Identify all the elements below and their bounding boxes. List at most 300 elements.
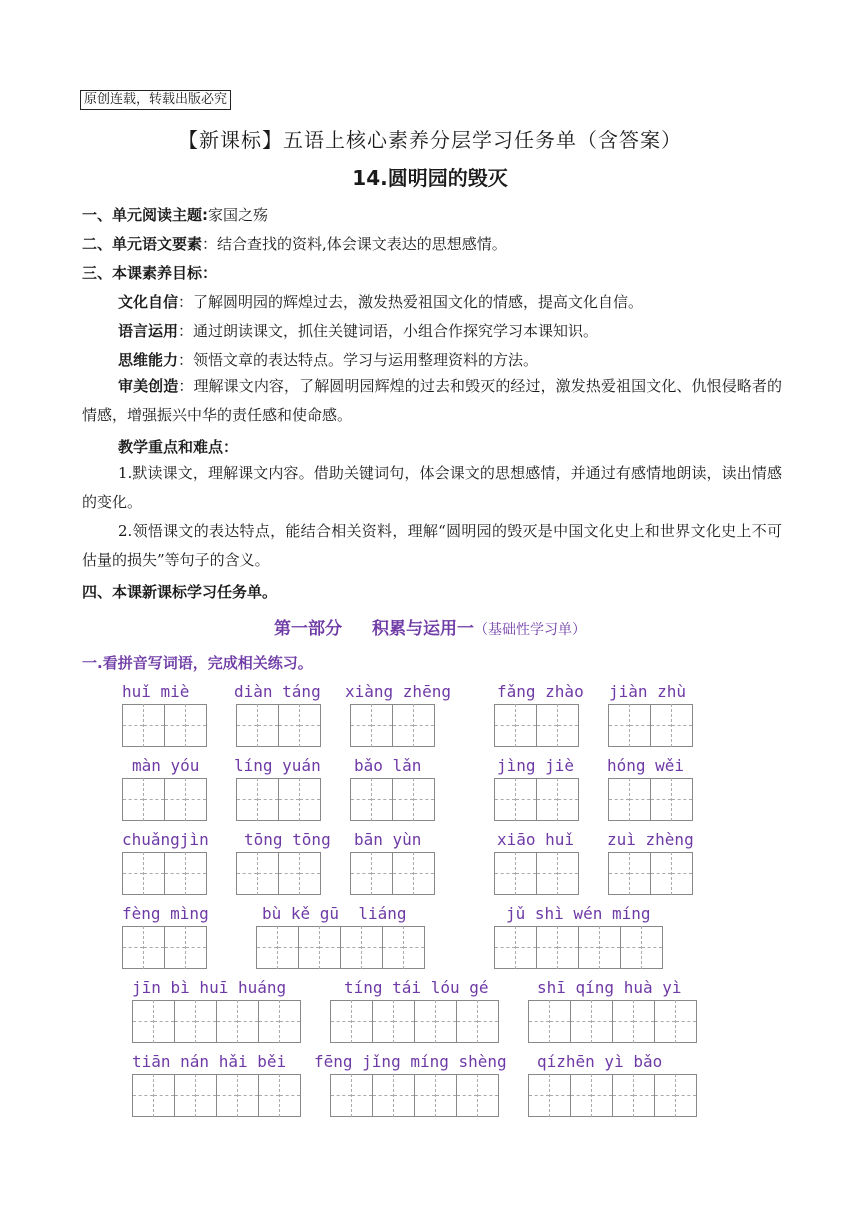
grid-cell[interactable] bbox=[165, 726, 185, 747]
grid-cell[interactable] bbox=[651, 726, 671, 747]
grid-cell[interactable] bbox=[237, 726, 257, 747]
grid-cell[interactable] bbox=[279, 726, 299, 747]
grid-cell[interactable] bbox=[123, 852, 143, 874]
writing-grid[interactable] bbox=[608, 704, 693, 747]
writing-grid[interactable] bbox=[132, 1074, 301, 1117]
grid-cell[interactable] bbox=[278, 926, 298, 948]
grid-cell[interactable] bbox=[133, 1096, 153, 1117]
grid-cell[interactable] bbox=[651, 778, 671, 800]
pinyin-label: bù kě gū liáng bbox=[262, 904, 407, 923]
grid-cell[interactable] bbox=[258, 874, 278, 895]
grid-cell[interactable] bbox=[516, 726, 536, 747]
grid-cell[interactable] bbox=[592, 1000, 612, 1022]
grid-cell[interactable] bbox=[672, 852, 692, 874]
grid-cell[interactable] bbox=[351, 874, 371, 895]
grid-cell[interactable] bbox=[258, 704, 278, 726]
grid-cell[interactable] bbox=[516, 852, 536, 874]
grid-cell[interactable] bbox=[351, 852, 371, 874]
grid-cell[interactable] bbox=[123, 948, 143, 969]
grid-cell[interactable] bbox=[672, 874, 692, 895]
grid-cell[interactable] bbox=[258, 778, 278, 800]
grid-cell[interactable] bbox=[351, 704, 371, 726]
grid-cell[interactable] bbox=[279, 778, 299, 800]
grid-cell[interactable] bbox=[571, 1022, 591, 1043]
grid-cell[interactable] bbox=[144, 704, 164, 726]
grid-cell[interactable] bbox=[165, 704, 185, 726]
grid-cell[interactable] bbox=[529, 1074, 549, 1096]
grid-cell[interactable] bbox=[592, 1074, 612, 1096]
grid-cell[interactable] bbox=[186, 874, 206, 895]
grid-cell[interactable] bbox=[537, 800, 557, 821]
grid-cell[interactable] bbox=[415, 1022, 435, 1043]
grid-cell[interactable] bbox=[579, 948, 599, 969]
grid-cell[interactable] bbox=[621, 926, 641, 948]
grid-cell[interactable] bbox=[651, 800, 671, 821]
grid-cell[interactable] bbox=[478, 1074, 498, 1096]
section-2-text: ：结合查找的资料,体会课文表达的思想感情。 bbox=[202, 235, 507, 253]
grid-cell[interactable] bbox=[414, 704, 434, 726]
grid-cell[interactable] bbox=[186, 726, 206, 747]
grid-cell[interactable] bbox=[600, 948, 620, 969]
grid-cell[interactable] bbox=[634, 1022, 654, 1043]
grid-cell[interactable] bbox=[676, 1022, 696, 1043]
grid-cell[interactable] bbox=[165, 800, 185, 821]
grid-cell[interactable] bbox=[175, 1096, 195, 1117]
grid-cell[interactable] bbox=[414, 852, 434, 874]
grid-cell[interactable] bbox=[300, 778, 320, 800]
grid-cell[interactable] bbox=[394, 1000, 414, 1022]
grid-cell[interactable] bbox=[280, 1000, 300, 1022]
grid-cell[interactable] bbox=[258, 852, 278, 874]
grid-cell[interactable] bbox=[144, 948, 164, 969]
grid-cell[interactable] bbox=[630, 726, 650, 747]
grid-cell[interactable] bbox=[630, 778, 650, 800]
grid-cell[interactable] bbox=[373, 1022, 393, 1043]
grid-cell[interactable] bbox=[154, 1022, 174, 1043]
grid-cell[interactable] bbox=[259, 1096, 279, 1117]
grid-cell[interactable] bbox=[558, 800, 578, 821]
grid-cell[interactable] bbox=[414, 726, 434, 747]
grid-cell[interactable] bbox=[672, 726, 692, 747]
grid-cell[interactable] bbox=[258, 726, 278, 747]
grid-cell[interactable] bbox=[613, 1096, 633, 1117]
grid-cell[interactable] bbox=[320, 926, 340, 948]
section-2 bbox=[82, 233, 782, 255]
writing-grid[interactable] bbox=[122, 852, 207, 895]
grid-cell[interactable] bbox=[278, 948, 298, 969]
grid-cell[interactable] bbox=[394, 1022, 414, 1043]
grid-cell[interactable] bbox=[609, 800, 629, 821]
grid-cell[interactable] bbox=[372, 704, 392, 726]
grid-cell[interactable] bbox=[537, 948, 557, 969]
grid-cell[interactable] bbox=[529, 1096, 549, 1117]
grid-cell[interactable] bbox=[404, 926, 424, 948]
grid-cell[interactable] bbox=[362, 948, 382, 969]
writing-grid[interactable] bbox=[528, 1074, 697, 1117]
grid-cell[interactable] bbox=[613, 1000, 633, 1022]
writing-grid[interactable] bbox=[236, 778, 321, 821]
grid-cell[interactable] bbox=[600, 926, 620, 948]
grid-cell[interactable] bbox=[165, 874, 185, 895]
writing-grid[interactable] bbox=[122, 778, 207, 821]
grid-cell[interactable] bbox=[436, 1074, 456, 1096]
grid-cell[interactable] bbox=[237, 778, 257, 800]
grid-cell[interactable] bbox=[558, 948, 578, 969]
grid-cell[interactable] bbox=[642, 926, 662, 948]
grid-cell[interactable] bbox=[300, 726, 320, 747]
grid-cell[interactable] bbox=[351, 778, 371, 800]
writing-grid[interactable] bbox=[330, 1074, 499, 1117]
grid-cell[interactable] bbox=[415, 1000, 435, 1022]
grid-cell[interactable] bbox=[258, 800, 278, 821]
grid-cell[interactable] bbox=[550, 1000, 570, 1022]
pinyin-label: tíng tái lóu gé bbox=[344, 978, 489, 997]
grid-cell[interactable] bbox=[516, 778, 536, 800]
grid-cell[interactable] bbox=[571, 1000, 591, 1022]
grid-cell[interactable] bbox=[529, 1022, 549, 1043]
grid-cell[interactable] bbox=[154, 1096, 174, 1117]
grid-cell[interactable] bbox=[457, 1096, 477, 1117]
writing-grid[interactable] bbox=[330, 1000, 499, 1043]
key-points-label: 教学重点和难点： bbox=[118, 438, 239, 456]
grid-cell[interactable] bbox=[672, 778, 692, 800]
writing-grid[interactable] bbox=[528, 1000, 697, 1043]
grid-cell[interactable] bbox=[144, 800, 164, 821]
grid-cell[interactable] bbox=[352, 1096, 372, 1117]
grid-cell[interactable] bbox=[372, 874, 392, 895]
grid-cell[interactable] bbox=[495, 926, 515, 948]
writing-grid[interactable] bbox=[494, 778, 579, 821]
grid-cell[interactable] bbox=[495, 800, 515, 821]
grid-cell[interactable] bbox=[529, 1000, 549, 1022]
pinyin-label: jīn bì huī huáng bbox=[132, 978, 287, 997]
grid-cell[interactable] bbox=[558, 874, 578, 895]
grid-cell[interactable] bbox=[280, 1096, 300, 1117]
grid-cell[interactable] bbox=[196, 1022, 216, 1043]
grid-cell[interactable] bbox=[634, 1096, 654, 1117]
grid-cell[interactable] bbox=[571, 1096, 591, 1117]
grid-cell[interactable] bbox=[415, 1074, 435, 1096]
pinyin-label: bǎo lǎn bbox=[354, 756, 422, 775]
grid-cell[interactable] bbox=[558, 926, 578, 948]
grid-cell[interactable] bbox=[341, 948, 361, 969]
grid-cell[interactable] bbox=[394, 1074, 414, 1096]
grid-cell[interactable] bbox=[592, 1022, 612, 1043]
grid-cell[interactable] bbox=[609, 874, 629, 895]
grid-cell[interactable] bbox=[238, 1074, 258, 1096]
grid-cell[interactable] bbox=[457, 1000, 477, 1022]
writing-grid[interactable] bbox=[122, 926, 207, 969]
grid-cell[interactable] bbox=[257, 926, 277, 948]
grid-cell[interactable] bbox=[373, 1074, 393, 1096]
grid-cell[interactable] bbox=[279, 852, 299, 874]
grid-cell[interactable] bbox=[123, 726, 143, 747]
grid-cell[interactable] bbox=[537, 874, 557, 895]
writing-grid[interactable] bbox=[236, 704, 321, 747]
grid-cell[interactable] bbox=[592, 1096, 612, 1117]
grid-cell[interactable] bbox=[331, 1096, 351, 1117]
grid-cell[interactable] bbox=[414, 874, 434, 895]
grid-cell[interactable] bbox=[331, 1022, 351, 1043]
writing-grid[interactable] bbox=[494, 926, 663, 969]
grid-cell[interactable] bbox=[495, 778, 515, 800]
grid-cell[interactable] bbox=[373, 1000, 393, 1022]
grid-cell[interactable] bbox=[300, 874, 320, 895]
grid-cell[interactable] bbox=[186, 948, 206, 969]
grid-cell[interactable] bbox=[133, 1000, 153, 1022]
part-title: 积累与运用一 bbox=[372, 619, 474, 639]
grid-cell[interactable] bbox=[123, 800, 143, 821]
grid-cell[interactable] bbox=[300, 704, 320, 726]
grid-cell[interactable] bbox=[154, 1000, 174, 1022]
grid-cell[interactable] bbox=[516, 948, 536, 969]
grid-cell[interactable] bbox=[537, 926, 557, 948]
writing-grid[interactable] bbox=[350, 852, 435, 895]
grid-cell[interactable] bbox=[621, 948, 641, 969]
grid-cell[interactable] bbox=[237, 874, 257, 895]
grid-cell[interactable] bbox=[537, 852, 557, 874]
grid-cell[interactable] bbox=[217, 1074, 237, 1096]
grid-cell[interactable] bbox=[404, 948, 424, 969]
writing-grid[interactable] bbox=[494, 704, 579, 747]
grid-cell[interactable] bbox=[613, 1022, 633, 1043]
grid-cell[interactable] bbox=[478, 1022, 498, 1043]
grid-cell[interactable] bbox=[123, 704, 143, 726]
part-name: 第一部分 bbox=[274, 619, 342, 639]
grid-cell[interactable] bbox=[383, 948, 403, 969]
grid-cell[interactable] bbox=[351, 800, 371, 821]
grid-cell[interactable] bbox=[165, 926, 185, 948]
pinyin-label: bān yùn bbox=[354, 830, 422, 849]
pinyin-label: shī qíng huà yì bbox=[537, 978, 682, 997]
grid-cell[interactable] bbox=[257, 948, 277, 969]
grid-cell[interactable] bbox=[436, 1022, 456, 1043]
grid-cell[interactable] bbox=[414, 800, 434, 821]
writing-grid[interactable] bbox=[350, 778, 435, 821]
grid-cell[interactable] bbox=[186, 926, 206, 948]
grid-cell[interactable] bbox=[495, 852, 515, 874]
grid-cell[interactable] bbox=[630, 852, 650, 874]
grid-cell[interactable] bbox=[175, 1000, 195, 1022]
grid-cell[interactable] bbox=[280, 1022, 300, 1043]
grid-cell[interactable] bbox=[352, 1074, 372, 1096]
grid-cell[interactable] bbox=[609, 726, 629, 747]
goal-aesthetics bbox=[82, 372, 782, 430]
grid-cell[interactable] bbox=[655, 1074, 675, 1096]
grid-cell[interactable] bbox=[300, 800, 320, 821]
goal-label: 思维能力 bbox=[118, 351, 179, 369]
writing-grid[interactable] bbox=[608, 852, 693, 895]
grid-cell[interactable] bbox=[415, 1096, 435, 1117]
grid-cell[interactable] bbox=[196, 1000, 216, 1022]
writing-grid[interactable] bbox=[132, 1000, 301, 1043]
grid-cell[interactable] bbox=[571, 1074, 591, 1096]
grid-cell[interactable] bbox=[550, 1022, 570, 1043]
grid-cell[interactable] bbox=[457, 1074, 477, 1096]
grid-cell[interactable] bbox=[393, 726, 413, 747]
grid-cell[interactable] bbox=[372, 778, 392, 800]
grid-cell[interactable] bbox=[495, 726, 515, 747]
grid-cell[interactable] bbox=[175, 1074, 195, 1096]
grid-cell[interactable] bbox=[238, 1022, 258, 1043]
grid-cell[interactable] bbox=[655, 1096, 675, 1117]
grid-cell[interactable] bbox=[609, 778, 629, 800]
grid-cell[interactable] bbox=[478, 1096, 498, 1117]
grid-cell[interactable] bbox=[279, 800, 299, 821]
grid-cell[interactable] bbox=[676, 1096, 696, 1117]
pinyin-label: jiàn zhù bbox=[609, 682, 687, 701]
grid-cell[interactable] bbox=[651, 874, 671, 895]
lesson-title: 14.圆明园的毁灭 bbox=[352, 166, 508, 190]
grid-cell[interactable] bbox=[144, 852, 164, 874]
grid-cell[interactable] bbox=[630, 800, 650, 821]
grid-cell[interactable] bbox=[154, 1074, 174, 1096]
grid-cell[interactable] bbox=[495, 874, 515, 895]
grid-cell[interactable] bbox=[144, 726, 164, 747]
grid-cell[interactable] bbox=[372, 726, 392, 747]
grid-cell[interactable] bbox=[320, 948, 340, 969]
grid-cell[interactable] bbox=[516, 704, 536, 726]
grid-cell[interactable] bbox=[516, 926, 536, 948]
grid-cell[interactable] bbox=[457, 1022, 477, 1043]
grid-cell[interactable] bbox=[550, 1096, 570, 1117]
grid-cell[interactable] bbox=[351, 726, 371, 747]
pinyin-label: chuǎngjìn bbox=[122, 830, 209, 849]
grid-cell[interactable] bbox=[393, 852, 413, 874]
section-1-label: 一、单元阅读主题: bbox=[82, 206, 208, 224]
grid-cell[interactable] bbox=[383, 926, 403, 948]
grid-cell[interactable] bbox=[165, 852, 185, 874]
grid-cell[interactable] bbox=[537, 726, 557, 747]
grid-cell[interactable] bbox=[393, 874, 413, 895]
grid-cell[interactable] bbox=[259, 1000, 279, 1022]
grid-cell[interactable] bbox=[655, 1022, 675, 1043]
grid-cell[interactable] bbox=[165, 778, 185, 800]
grid-cell[interactable] bbox=[237, 852, 257, 874]
grid-cell[interactable] bbox=[495, 948, 515, 969]
grid-cell[interactable] bbox=[579, 926, 599, 948]
grid-cell[interactable] bbox=[630, 874, 650, 895]
grid-cell[interactable] bbox=[123, 874, 143, 895]
grid-cell[interactable] bbox=[495, 704, 515, 726]
grid-cell[interactable] bbox=[196, 1074, 216, 1096]
writing-grid[interactable] bbox=[236, 852, 321, 895]
grid-cell[interactable] bbox=[279, 704, 299, 726]
grid-cell[interactable] bbox=[676, 1074, 696, 1096]
grid-cell[interactable] bbox=[331, 1074, 351, 1096]
grid-cell[interactable] bbox=[133, 1022, 153, 1043]
grid-cell[interactable] bbox=[217, 1096, 237, 1117]
writing-grid[interactable] bbox=[350, 704, 435, 747]
grid-cell[interactable] bbox=[144, 874, 164, 895]
grid-cell[interactable] bbox=[300, 852, 320, 874]
grid-cell[interactable] bbox=[362, 926, 382, 948]
writing-grid[interactable] bbox=[122, 704, 207, 747]
grid-cell[interactable] bbox=[516, 874, 536, 895]
grid-cell[interactable] bbox=[393, 778, 413, 800]
grid-cell[interactable] bbox=[299, 948, 319, 969]
grid-cell[interactable] bbox=[144, 926, 164, 948]
grid-cell[interactable] bbox=[373, 1096, 393, 1117]
grid-cell[interactable] bbox=[676, 1000, 696, 1022]
grid-cell[interactable] bbox=[123, 778, 143, 800]
grid-cell[interactable] bbox=[144, 778, 164, 800]
grid-cell[interactable] bbox=[280, 1074, 300, 1096]
grid-cell[interactable] bbox=[196, 1096, 216, 1117]
grid-cell[interactable] bbox=[186, 778, 206, 800]
grid-cell[interactable] bbox=[133, 1074, 153, 1096]
grid-cell[interactable] bbox=[558, 726, 578, 747]
grid-cell[interactable] bbox=[186, 704, 206, 726]
grid-cell[interactable] bbox=[175, 1022, 195, 1043]
grid-cell[interactable] bbox=[279, 874, 299, 895]
grid-cell[interactable] bbox=[414, 778, 434, 800]
grid-cell[interactable] bbox=[609, 852, 629, 874]
writing-grid[interactable] bbox=[494, 852, 579, 895]
section-2-label: 二、单元语文要素 bbox=[82, 235, 203, 253]
grid-cell[interactable] bbox=[516, 800, 536, 821]
grid-cell[interactable] bbox=[217, 1000, 237, 1022]
grid-cell[interactable] bbox=[393, 800, 413, 821]
grid-cell[interactable] bbox=[186, 852, 206, 874]
grid-cell[interactable] bbox=[642, 948, 662, 969]
grid-cell[interactable] bbox=[165, 948, 185, 969]
grid-cell[interactable] bbox=[372, 852, 392, 874]
grid-cell[interactable] bbox=[372, 800, 392, 821]
grid-cell[interactable] bbox=[238, 1000, 258, 1022]
grid-cell[interactable] bbox=[478, 1000, 498, 1022]
grid-cell[interactable] bbox=[537, 778, 557, 800]
grid-cell[interactable] bbox=[634, 1074, 654, 1096]
grid-cell[interactable] bbox=[609, 704, 629, 726]
goal-text: ：领悟文章的表达特点。学习与运用整理资料的方法。 bbox=[178, 351, 539, 369]
grid-cell[interactable] bbox=[558, 704, 578, 726]
writing-grid[interactable] bbox=[256, 926, 425, 969]
grid-cell[interactable] bbox=[436, 1000, 456, 1022]
grid-cell[interactable] bbox=[352, 1000, 372, 1022]
grid-cell[interactable] bbox=[651, 704, 671, 726]
grid-cell[interactable] bbox=[672, 800, 692, 821]
grid-cell[interactable] bbox=[331, 1000, 351, 1022]
grid-cell[interactable] bbox=[613, 1074, 633, 1096]
grid-cell[interactable] bbox=[630, 704, 650, 726]
grid-cell[interactable] bbox=[259, 1074, 279, 1096]
grid-cell[interactable] bbox=[394, 1096, 414, 1117]
grid-cell[interactable] bbox=[655, 1000, 675, 1022]
grid-cell[interactable] bbox=[537, 704, 557, 726]
grid-cell[interactable] bbox=[651, 852, 671, 874]
grid-cell[interactable] bbox=[299, 926, 319, 948]
grid-cell[interactable] bbox=[217, 1022, 237, 1043]
grid-cell[interactable] bbox=[238, 1096, 258, 1117]
grid-cell[interactable] bbox=[237, 704, 257, 726]
grid-cell[interactable] bbox=[123, 926, 143, 948]
grid-cell[interactable] bbox=[237, 800, 257, 821]
grid-cell[interactable] bbox=[341, 926, 361, 948]
grid-cell[interactable] bbox=[550, 1074, 570, 1096]
grid-cell[interactable] bbox=[558, 778, 578, 800]
grid-cell[interactable] bbox=[186, 800, 206, 821]
section-4-label: 四、本课新课标学习任务单。 bbox=[82, 583, 278, 601]
grid-cell[interactable] bbox=[259, 1022, 279, 1043]
grid-cell[interactable] bbox=[558, 852, 578, 874]
writing-grid[interactable] bbox=[608, 778, 693, 821]
grid-cell[interactable] bbox=[672, 704, 692, 726]
grid-cell[interactable] bbox=[436, 1096, 456, 1117]
grid-cell[interactable] bbox=[634, 1000, 654, 1022]
grid-cell[interactable] bbox=[352, 1022, 372, 1043]
grid-cell[interactable] bbox=[393, 704, 413, 726]
